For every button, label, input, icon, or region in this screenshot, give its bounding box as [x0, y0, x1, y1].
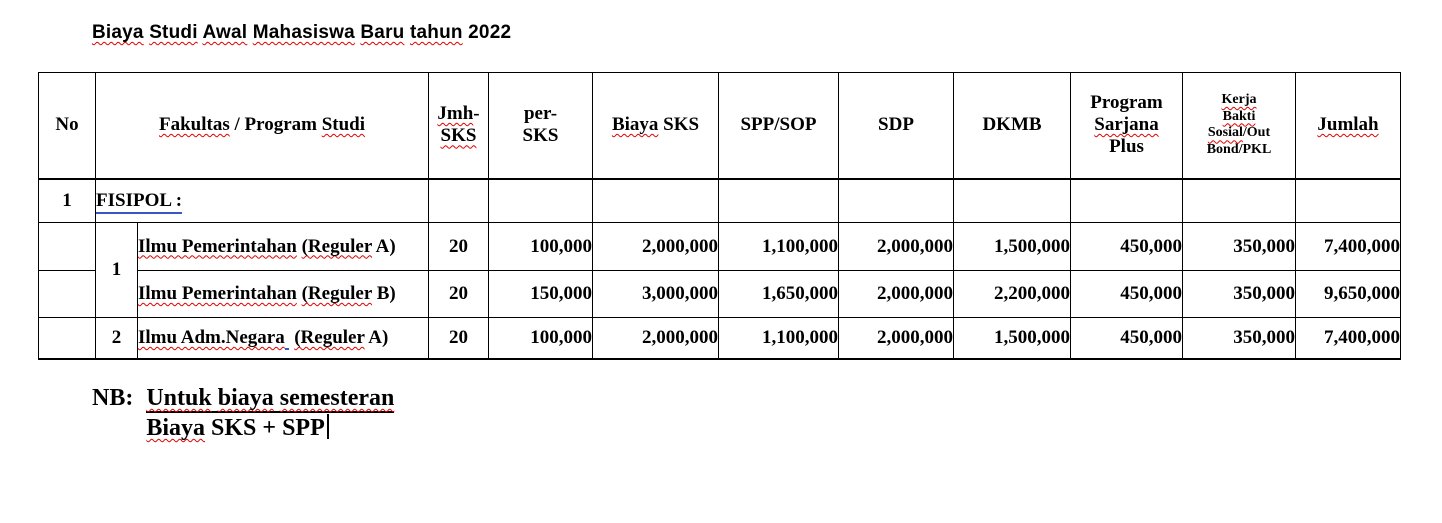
empty-cell [1296, 179, 1401, 223]
empty-cell [593, 179, 719, 223]
table-header-row [39, 73, 1401, 179]
text-cursor [327, 414, 329, 439]
cell-jumlah: 7,400,000 [1296, 223, 1401, 271]
cell-sarjana-plus: 450,000 [1071, 318, 1183, 359]
col-header-no: No [39, 73, 96, 179]
cell-program: Ilmu Adm.Negara (Reguler A) [138, 318, 429, 359]
cell-sub-no: 1 [96, 223, 138, 318]
empty-cell [39, 223, 96, 271]
empty-cell [839, 179, 954, 223]
col-header-sarjana-plus: Program Sarjana Plus [1071, 73, 1183, 179]
cell-spp-sop: 1,650,000 [719, 271, 839, 318]
cell-dkmb: 1,500,000 [954, 223, 1071, 271]
note-line-1: Untuk biaya semesteran [146, 385, 395, 411]
col-header-spp-sop: SPP/SOP [719, 73, 839, 179]
empty-cell [39, 318, 96, 359]
cell-biaya-sks: 2,000,000 [593, 223, 719, 271]
col-header-fakultas: Fakultas / Program Studi [96, 73, 429, 179]
cell-biaya-sks: 2,000,000 [593, 318, 719, 359]
cell-jmh-sks: 20 [429, 318, 489, 359]
document-title: Biaya Studi Awal Mahasiswa Baru tahun 2022 [92, 22, 512, 43]
cell-sarjana-plus: 450,000 [1071, 271, 1183, 318]
cell-per-sks: 150,000 [489, 271, 593, 318]
cell-sdp: 2,000,000 [839, 271, 954, 318]
empty-cell [39, 271, 96, 318]
cell-program: Ilmu Pemerintahan (Reguler A) [138, 223, 429, 271]
cell-no: 1 [39, 179, 96, 223]
col-header-biaya-sks: Biaya SKS [593, 73, 719, 179]
empty-cell [1183, 179, 1296, 223]
note-body [146, 383, 394, 443]
empty-cell [954, 179, 1071, 223]
fisipol-label: FISIPOL : [96, 190, 182, 214]
col-header-per-sks: per- SKS [489, 73, 593, 179]
row-program-2a [39, 318, 1401, 359]
col-header-dkmb: DKMB [954, 73, 1071, 179]
cell-jmh-sks: 20 [429, 271, 489, 318]
empty-cell [719, 179, 839, 223]
cell-jumlah: 7,400,000 [1296, 318, 1401, 359]
col-header-jmh-sks: Jmh- SKS [429, 73, 489, 179]
cell-program: Ilmu Pemerintahan (Reguler B) [138, 271, 429, 318]
cell-per-sks: 100,000 [489, 318, 593, 359]
cell-sdp: 2,000,000 [839, 318, 954, 359]
empty-cell [429, 179, 489, 223]
fees-table [38, 72, 1401, 360]
cell-sdp: 2,000,000 [839, 223, 954, 271]
note-block [92, 383, 394, 443]
cell-dkmb: 1,500,000 [954, 318, 1071, 359]
cell-biaya-sks: 3,000,000 [593, 271, 719, 318]
cell-jmh-sks: 20 [429, 223, 489, 271]
note-label: NB: [92, 385, 134, 411]
note-line-2: Biaya SKS + SPP [146, 413, 394, 443]
cell-jumlah: 9,650,000 [1296, 271, 1401, 318]
col-header-kerja-bakti: Kerja Bakti Sosial/Out Bond/PKL [1183, 73, 1296, 179]
col-header-sdp: SDP [839, 73, 954, 179]
cell-kerja-bakti: 350,000 [1183, 223, 1296, 271]
row-program-1a [39, 223, 1401, 271]
cell-per-sks: 100,000 [489, 223, 593, 271]
empty-cell [489, 179, 593, 223]
row-program-1b [39, 271, 1401, 318]
col-header-jumlah: Jumlah [1296, 73, 1401, 179]
cell-spp-sop: 1,100,000 [719, 223, 839, 271]
cell-kerja-bakti: 350,000 [1183, 271, 1296, 318]
cell-sub-no: 2 [96, 318, 138, 359]
cell-fakultas-group [96, 179, 429, 223]
cell-dkmb: 2,200,000 [954, 271, 1071, 318]
empty-cell [1071, 179, 1183, 223]
row-fisipol [39, 179, 1401, 223]
cell-spp-sop: 1,100,000 [719, 318, 839, 359]
cell-kerja-bakti: 350,000 [1183, 318, 1296, 359]
cell-sarjana-plus: 450,000 [1071, 223, 1183, 271]
